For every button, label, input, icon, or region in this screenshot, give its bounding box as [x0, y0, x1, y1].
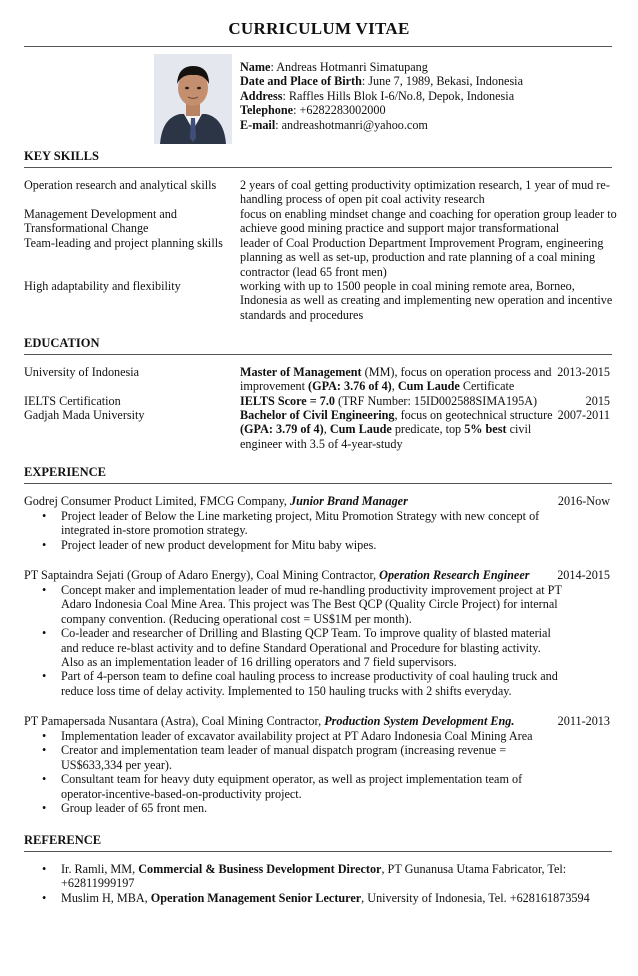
birth-line: Date and Place of Birth: June 7, 1989, Bekasi, Indonesia: [240, 74, 523, 89]
list-item: • Co-leader and researcher of Drilling and Blasting QCP Team. To improve quality of blasted material and reduce re-blast activity and to define Standard Operational and Procedure for blasting activity. Also as an implementation leader of 16 drilling operators and 7 field supervisors.: [24, 626, 564, 669]
skill-name: High adaptability and flexibility: [24, 279, 181, 293]
email-line: E-mail: andreashotmanri@yahoo.com: [240, 117, 428, 132]
job-header: PT Saptaindra Sejati (Group of Adaro Energy), Coal Mining Contractor, Operation Research Engineer 2014-2015: [24, 568, 610, 582]
experience-divider: [24, 483, 612, 484]
skill-detail: 2 years of coal getting productivity optimization research, 1 year of mud re-handling process of open pit coal activity research: [240, 178, 610, 207]
job-role: Production System Development Eng.: [324, 714, 515, 728]
list-item: • Consultant team for heavy duty equipment operator, as well as project implementation team of operator-incentive-based-on-productivity project.: [24, 772, 554, 801]
reference-divider: [24, 851, 612, 852]
institution: Gadjah Mada University: [24, 408, 145, 422]
list-item: • Muslim H, MBA, Operation Management Senior Lecturer, University of Indonesia, Tel. +628161873594: [24, 891, 612, 905]
list-item: • Project leader of new product development for Mitu baby wipes.: [24, 538, 554, 552]
skill-detail: working with up to 1500 people in coal mining remote area, Borneo, Indonesia as well as creating and implementing new operation and incentive standards and procedures: [240, 279, 613, 322]
job-role: Operation Research Engineer: [379, 568, 530, 582]
skill-name: Management Development and Transformational Change: [24, 207, 177, 236]
telephone-line: Telephone: +6282283002000: [240, 103, 386, 118]
job-bullets: [24, 583, 564, 698]
skill-name: Operation research and analytical skills: [24, 178, 217, 192]
job-years: 2011-2013: [557, 714, 610, 728]
section-heading-reference: REFERENCE: [24, 833, 102, 847]
page-title: CURRICULUM VITAE: [228, 19, 410, 38]
institution: University of Indonesia: [24, 365, 140, 379]
name-line: Name: Andreas Hotmanri Simatupang: [240, 60, 428, 74]
degree-detail: Bachelor of Civil Engineering, focus on geotechnical structure (GPA: 3.79 of 4), Cum Laude predicate, top 5% best civil engineer with 3.5 of 4-year-study: [240, 408, 553, 451]
skills-divider: [24, 167, 612, 168]
education-years: 2013-2015: [557, 365, 610, 379]
degree-detail: Master of Management (MM), focus on operation process and improvement (GPA: 3.76 of 4), Cum Laude Certificate: [240, 365, 552, 394]
job-bullets: [24, 729, 554, 815]
job-years: 2016-Now: [557, 494, 610, 508]
skill-detail: focus on enabling mindset change and coaching for operation group leader to achieve good mining practice and support major transformational: [240, 207, 617, 236]
address-line: Address: Raffles Hills Blok I-6/No.8, Depok, Indonesia: [240, 88, 515, 103]
education-divider: [24, 354, 612, 355]
list-item: • Creator and implementation team leader of manual dispatch program (increasing revenue = US$633,334 per year).: [24, 743, 554, 772]
education-years: 2015: [585, 394, 610, 408]
list-item: • Concept maker and implementation leader of mud re-handling productivity improvement project at PT Adaro Indonesia Coal Mine Area. This project was The Best QCP (Quality Circle Project) for internal company convention. (Reducing operational cost = US$1M per month).: [24, 583, 564, 626]
section-heading-skills: KEY SKILLS: [24, 149, 99, 163]
job-header: PT Pamapersada Nusantara (Astra), Coal Mining Contractor, Production System Development Eng. 2011-2013: [24, 714, 610, 728]
job-header: Godrej Consumer Product Limited, FMCG Company, Junior Brand Manager 2016-Now: [24, 494, 610, 508]
profile-photo: [154, 54, 232, 144]
title-divider: [24, 46, 612, 47]
list-item: • Project leader of Below the Line marketing project, Mitu Promotion Strategy with new concept of integrated in-store promotion strategy.: [24, 509, 554, 538]
personal-details: [240, 60, 610, 132]
job-role: Junior Brand Manager: [289, 494, 408, 508]
degree-detail: IELTS Score = 7.0 (TRF Number: 15ID002588SIMA195A): [240, 394, 538, 408]
list-item: • Part of 4-person team to define coal hauling process to increase productivity of coal hauling truck and reduce loss time of delay activity. Implemented to 150 hauling trucks with 2 shifts everyday.: [24, 669, 564, 698]
section-heading-education: EDUCATION: [24, 336, 100, 350]
section-heading-experience: EXPERIENCE: [24, 465, 106, 479]
job-bullets: [24, 509, 554, 552]
institution: IELTS Certification: [24, 394, 121, 408]
education-years: 2007-2011: [557, 408, 610, 422]
list-item: • Implementation leader of excavator availability project at PT Adaro Indonesia Coal Mining Area: [24, 729, 554, 743]
list-item: • Group leader of 65 front men.: [24, 801, 554, 815]
list-item: • Ir. Ramli, MM, Commercial & Business Development Director, PT Gunanusa Utama Fabricator, Tel: +62811999197: [24, 862, 612, 891]
job-years: 2014-2015: [557, 568, 610, 582]
skill-detail: leader of Coal Production Department Improvement Program, engineering planning as well as set-up, production and rate planning of a coal mining contractor (lead 65 front men): [240, 236, 604, 279]
skill-name: Team-leading and project planning skills: [24, 236, 223, 250]
reference-list: [24, 862, 612, 905]
